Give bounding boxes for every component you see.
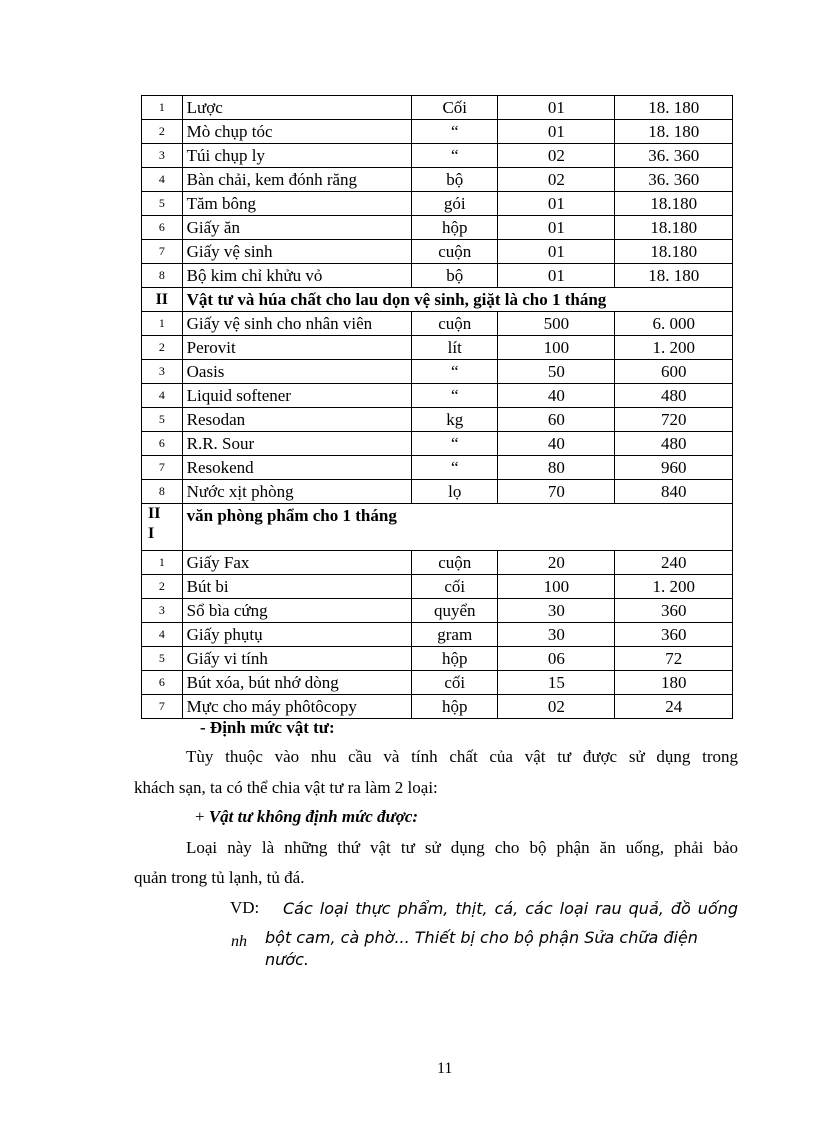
table-row bbox=[142, 551, 733, 575]
item-unit: cuộn bbox=[412, 551, 498, 575]
item-unit: “ bbox=[412, 360, 498, 384]
table-row bbox=[142, 192, 733, 216]
row-number: 3 bbox=[142, 144, 183, 168]
table-row bbox=[142, 216, 733, 240]
item-quantity: 01 bbox=[498, 120, 615, 144]
item-value: 36. 360 bbox=[615, 144, 733, 168]
item-value: 480 bbox=[615, 384, 733, 408]
table-row bbox=[142, 168, 733, 192]
item-quantity: 15 bbox=[498, 671, 615, 695]
section-title: Vật tư và húa chất cho lau dọn vệ sinh, giặt là cho 1 tháng bbox=[182, 288, 732, 312]
item-name: Giấy vi tính bbox=[182, 647, 412, 671]
item-name: Túi chụp ly bbox=[182, 144, 412, 168]
item-value: 72 bbox=[615, 647, 733, 671]
item-name: Tăm bông bbox=[182, 192, 412, 216]
paragraph-line: Tùy thuộc vào nhu cầu và tính chất của vật tư được sử dụng trong bbox=[186, 747, 738, 766]
row-number: 2 bbox=[142, 120, 183, 144]
table-row bbox=[142, 312, 733, 336]
item-unit: “ bbox=[412, 432, 498, 456]
row-number: 2 bbox=[142, 575, 183, 599]
table-row bbox=[142, 96, 733, 120]
item-unit: cối bbox=[412, 671, 498, 695]
item-value: 18. 180 bbox=[615, 120, 733, 144]
item-name: Resodan bbox=[182, 408, 412, 432]
item-name: Liquid softener bbox=[182, 384, 412, 408]
row-number: 4 bbox=[142, 168, 183, 192]
item-unit: Cối bbox=[412, 96, 498, 120]
item-value: 240 bbox=[615, 551, 733, 575]
item-value: 18.180 bbox=[615, 216, 733, 240]
item-value: 36. 360 bbox=[615, 168, 733, 192]
item-name: Perovit bbox=[182, 336, 412, 360]
item-name: Mò chụp tóc bbox=[182, 120, 412, 144]
item-quantity: 40 bbox=[498, 432, 615, 456]
item-quantity: 80 bbox=[498, 456, 615, 480]
section-header-row bbox=[142, 288, 733, 312]
example-line: Các loại thực phẩm, thịt, cá, các loại rau quả, đồ uống bbox=[283, 899, 738, 918]
item-unit: bộ bbox=[412, 264, 498, 288]
table-row bbox=[142, 575, 733, 599]
item-name: Bút xóa, bút nhớ dòng bbox=[182, 671, 412, 695]
item-unit: hộp bbox=[412, 647, 498, 671]
item-value: 840 bbox=[615, 480, 733, 504]
table-row bbox=[142, 623, 733, 647]
example-prefix: nh bbox=[231, 933, 247, 950]
table-row bbox=[142, 432, 733, 456]
table-row bbox=[142, 384, 733, 408]
paragraph-line: Loại này là những thứ vật tư sử dụng cho bộ phận ăn uống, phải bảo bbox=[186, 838, 738, 857]
item-quantity: 02 bbox=[498, 144, 615, 168]
item-name: Nước xịt phòng bbox=[182, 480, 412, 504]
table-row bbox=[142, 599, 733, 623]
item-quantity: 500 bbox=[498, 312, 615, 336]
item-name: Giấy Fax bbox=[182, 551, 412, 575]
row-number: 6 bbox=[142, 216, 183, 240]
item-value: 480 bbox=[615, 432, 733, 456]
table-row bbox=[142, 264, 733, 288]
item-quantity: 06 bbox=[498, 647, 615, 671]
section-heading: - Định mức vật tư: bbox=[200, 718, 335, 737]
item-unit: hộp bbox=[412, 695, 498, 719]
item-unit: cối bbox=[412, 575, 498, 599]
item-unit: hộp bbox=[412, 216, 498, 240]
row-number: 6 bbox=[142, 671, 183, 695]
item-value: 18. 180 bbox=[615, 264, 733, 288]
example-line: bột cam, cà phờ... Thiết bị cho bộ phận Sửa chữa điện nước. bbox=[265, 928, 698, 969]
item-quantity: 01 bbox=[498, 264, 615, 288]
item-quantity: 30 bbox=[498, 623, 615, 647]
row-number: 5 bbox=[142, 647, 183, 671]
row-number: 7 bbox=[142, 695, 183, 719]
subheading bbox=[195, 806, 418, 828]
subheading-prefix: + bbox=[195, 807, 209, 826]
item-unit: lít bbox=[412, 336, 498, 360]
item-value: 1. 200 bbox=[615, 575, 733, 599]
item-value: 1. 200 bbox=[615, 336, 733, 360]
item-name: Giấy vệ sinh cho nhân viên bbox=[182, 312, 412, 336]
row-number: 1 bbox=[142, 551, 183, 575]
item-quantity: 50 bbox=[498, 360, 615, 384]
row-number: 8 bbox=[142, 480, 183, 504]
item-quantity: 70 bbox=[498, 480, 615, 504]
item-value: 960 bbox=[615, 456, 733, 480]
item-value: 600 bbox=[615, 360, 733, 384]
row-number: 1 bbox=[142, 96, 183, 120]
row-number: 5 bbox=[142, 408, 183, 432]
item-name: Bàn chải, kem đónh răng bbox=[182, 168, 412, 192]
item-quantity: 01 bbox=[498, 192, 615, 216]
item-unit: gói bbox=[412, 192, 498, 216]
section-number-text: III bbox=[148, 505, 161, 542]
row-number: 4 bbox=[142, 384, 183, 408]
row-number: 3 bbox=[142, 360, 183, 384]
example-label: VD: bbox=[230, 898, 260, 917]
table-row bbox=[142, 240, 733, 264]
item-name: Bút bi bbox=[182, 575, 412, 599]
row-number: 8 bbox=[142, 264, 183, 288]
item-unit: lọ bbox=[412, 480, 498, 504]
item-value: 18.180 bbox=[615, 192, 733, 216]
item-unit: cuộn bbox=[412, 312, 498, 336]
row-number: 2 bbox=[142, 336, 183, 360]
table-row bbox=[142, 408, 733, 432]
item-quantity: 01 bbox=[498, 240, 615, 264]
item-quantity: 100 bbox=[498, 336, 615, 360]
row-number: 4 bbox=[142, 623, 183, 647]
item-name: Giấy vệ sinh bbox=[182, 240, 412, 264]
table-row bbox=[142, 336, 733, 360]
item-quantity: 01 bbox=[498, 216, 615, 240]
table-row bbox=[142, 647, 733, 671]
table-row bbox=[142, 120, 733, 144]
page-number: 11 bbox=[437, 1060, 453, 1077]
item-quantity: 30 bbox=[498, 599, 615, 623]
table-row bbox=[142, 144, 733, 168]
table-row bbox=[142, 671, 733, 695]
item-quantity: 60 bbox=[498, 408, 615, 432]
item-quantity: 40 bbox=[498, 384, 615, 408]
section-title: văn phòng phẩm cho 1 tháng bbox=[182, 504, 732, 551]
row-number: 3 bbox=[142, 599, 183, 623]
section-number: II bbox=[142, 288, 183, 312]
supplies-table bbox=[141, 95, 733, 719]
item-value: 180 bbox=[615, 671, 733, 695]
item-unit: “ bbox=[412, 456, 498, 480]
item-name: Giấy ăn bbox=[182, 216, 412, 240]
paragraph-line: quản trong tủ lạnh, tủ đá. bbox=[134, 868, 305, 887]
item-unit: “ bbox=[412, 384, 498, 408]
section-number bbox=[142, 504, 183, 551]
table-row bbox=[142, 360, 733, 384]
item-value: 18.180 bbox=[615, 240, 733, 264]
item-value: 18. 180 bbox=[615, 96, 733, 120]
paragraph-line: khách sạn, ta có thể chia vật tư ra làm 2 loại: bbox=[134, 778, 438, 797]
item-value: 720 bbox=[615, 408, 733, 432]
item-value: 6. 000 bbox=[615, 312, 733, 336]
table-row bbox=[142, 695, 733, 719]
row-number: 6 bbox=[142, 432, 183, 456]
item-name: R.R. Sour bbox=[182, 432, 412, 456]
item-unit: quyển bbox=[412, 599, 498, 623]
item-name: Lược bbox=[182, 96, 412, 120]
section-header-row bbox=[142, 504, 733, 551]
item-unit: kg bbox=[412, 408, 498, 432]
item-value: 360 bbox=[615, 623, 733, 647]
item-quantity: 01 bbox=[498, 96, 615, 120]
item-unit: bộ bbox=[412, 168, 498, 192]
item-unit: “ bbox=[412, 144, 498, 168]
item-quantity: 100 bbox=[498, 575, 615, 599]
item-value: 24 bbox=[615, 695, 733, 719]
table-row bbox=[142, 456, 733, 480]
item-name: Resokend bbox=[182, 456, 412, 480]
item-name: Oasis bbox=[182, 360, 412, 384]
table-row bbox=[142, 480, 733, 504]
row-number: 7 bbox=[142, 240, 183, 264]
item-quantity: 02 bbox=[498, 695, 615, 719]
item-quantity: 20 bbox=[498, 551, 615, 575]
item-unit: “ bbox=[412, 120, 498, 144]
item-name: Sổ bìa cứng bbox=[182, 599, 412, 623]
item-name: Mực cho máy phôtôcopy bbox=[182, 695, 412, 719]
row-number: 5 bbox=[142, 192, 183, 216]
item-quantity: 02 bbox=[498, 168, 615, 192]
row-number: 7 bbox=[142, 456, 183, 480]
item-unit: cuộn bbox=[412, 240, 498, 264]
item-name: Giấy phụtụ bbox=[182, 623, 412, 647]
item-unit: gram bbox=[412, 623, 498, 647]
subheading-text: Vật tư không định mức được: bbox=[208, 807, 419, 826]
row-number: 1 bbox=[142, 312, 183, 336]
item-name: Bộ kim chỉ khửu vỏ bbox=[182, 264, 412, 288]
item-value: 360 bbox=[615, 599, 733, 623]
